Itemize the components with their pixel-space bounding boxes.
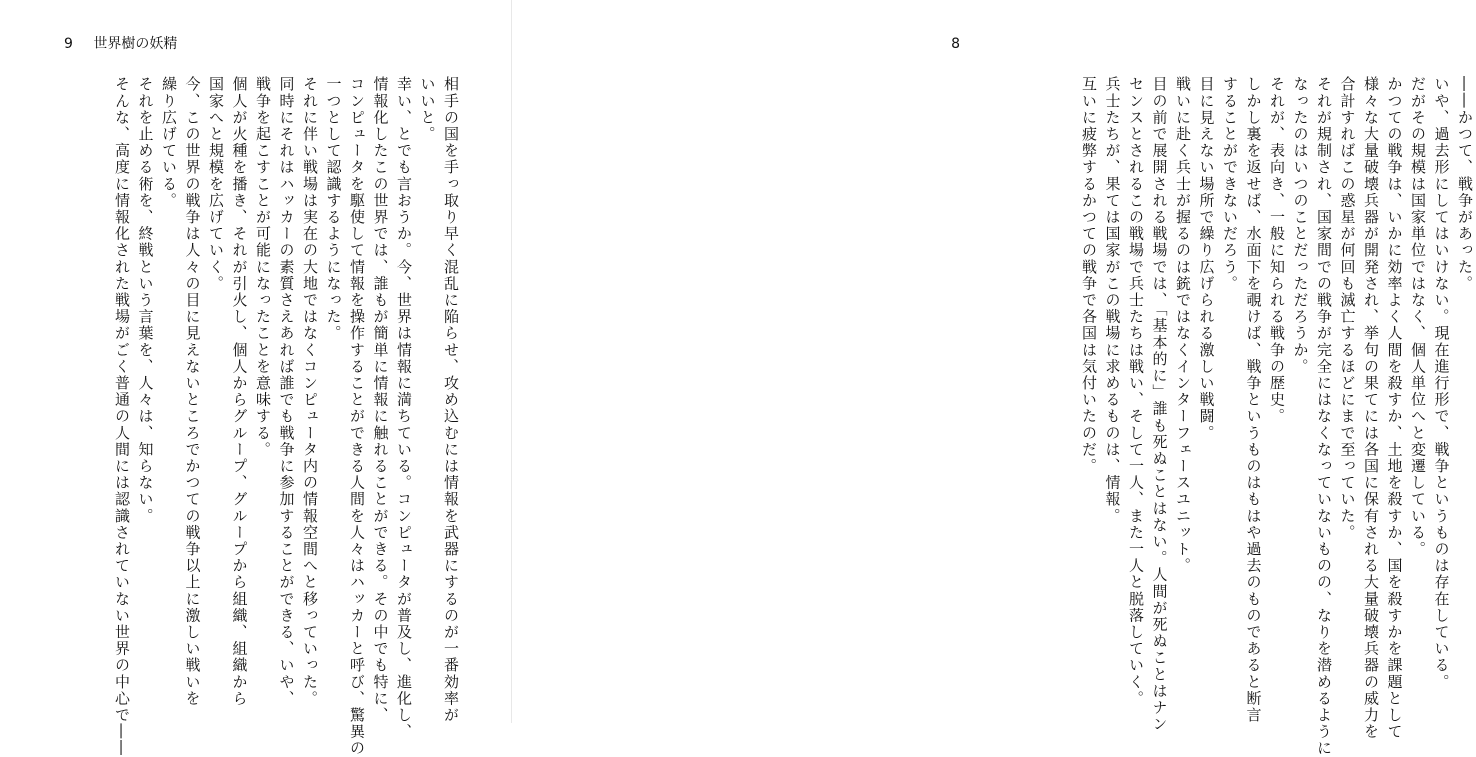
text-line: ――かつて、戦争があった。 [1453,76,1476,691]
running-title: 世界樹の妖精 [93,36,177,52]
text-line: それが規制され、国家間での戦争が完全にはなくなっていないものの、なりを潜めるように [1312,76,1336,691]
right-page-number: 8 [951,36,960,52]
text-line: 目に見えない場所で繰り広げられる激しい戦闘。 [1194,76,1218,691]
text-line: 幸い、とでも言おうか。今、世界は情報に満ちている。コンピュータが普及し、進化し、 [392,76,416,691]
left-page-header [64,36,177,52]
right-page [512,0,1024,723]
left-page [0,0,512,723]
text-line: それが、表向き、一般に知られる戦争の歴史。 [1265,76,1289,691]
text-line: 目の前で展開される戦場では、「基本的に」誰も死ぬことはない。人間が死ぬことはナン [1147,76,1171,691]
text-line: 同時にそれはハッカーの素質さえあれば誰でも戦争に参加することができる、いや、 [274,76,298,691]
right-page-header [951,36,960,52]
text-line: なったのはいつのことだっただろうか。 [1288,76,1312,691]
text-line: いいと。 [415,76,439,691]
text-line: センスとされるこの戦場で兵士たちは戦い、そして一人、また一人と脱落していく。 [1124,76,1148,691]
text-line: 兵士たちが、果ては国家がこの戦場に求めるものは、情報。 [1100,76,1124,691]
text-line: 繰り広げている。 [157,76,181,691]
text-line: 戦いに赴く兵士が握るのは銃ではなくインターフェースユニット。 [1171,76,1195,691]
text-line: 国家へと規模を広げていく。 [204,76,228,691]
text-line: 相手の国を手っ取り早く混乱に陥らせ、攻め込むには情報を武器にするのが一番効率が [439,76,463,691]
text-line: それに伴い戦場は実在の大地ではなくコンピュータ内の情報空間へと移っていった。 [298,76,322,691]
text-line: 様々な大量破壊兵器が開発され、挙句の果てには各国に保有される大量破壊兵器の威力を [1359,76,1383,691]
text-line: だがその規模は国家単位ではなく、個人単位へと変遷している。 [1406,76,1430,691]
left-page-number: 9 [64,36,73,52]
text-line: いや、過去形にしてはいけない。現在進行形で、戦争というものは存在している。 [1429,76,1453,691]
text-line: 戦争を起こすことが可能になったことを意味する。 [251,76,275,691]
text-line: 個人が火種を播き、それが引火し、個人からグループ、グループから組織、組織から [227,76,251,691]
text-line: コンピュータを駆使して情報を操作することができる人間を人々はハッカーと呼び、驚異の [345,76,369,691]
text-line: かつての戦争は、いかに効率よく人間を殺すか、土地を殺すか、国を殺すかを課題として [1382,76,1406,691]
text-line: 互いに疲弊するかつての戦争で各国は気付いたのだ。 [1077,76,1101,691]
text-line: 情報化したこの世界では、誰もが簡単に情報に触れることができる。その中でも特に、 [368,76,392,691]
text-line: 一つとして認識するようになった。 [321,76,345,691]
text-line: それを止める術を、終戦という言葉を、人々は、知らない。 [133,76,157,691]
left-page-body [72,76,462,691]
text-line: 今、この世界の戦争は人々の目に見えないところでかつての戦争以上に激しい戦いを [180,76,204,691]
text-line: そんな、高度に情報化された戦場がごく普通の人間には認識されていない世界の中心で―― [110,76,134,691]
text-line: しかし裏を返せば、水面下を覗けば、戦争というものはもはや過去のものであると断言 [1241,76,1265,691]
text-line: することができないだろう。 [1218,76,1242,691]
right-page-body [1086,76,1476,691]
text-line: 合計すればこの惑星が何回も滅亡するほどにまで至っていた。 [1335,76,1359,691]
